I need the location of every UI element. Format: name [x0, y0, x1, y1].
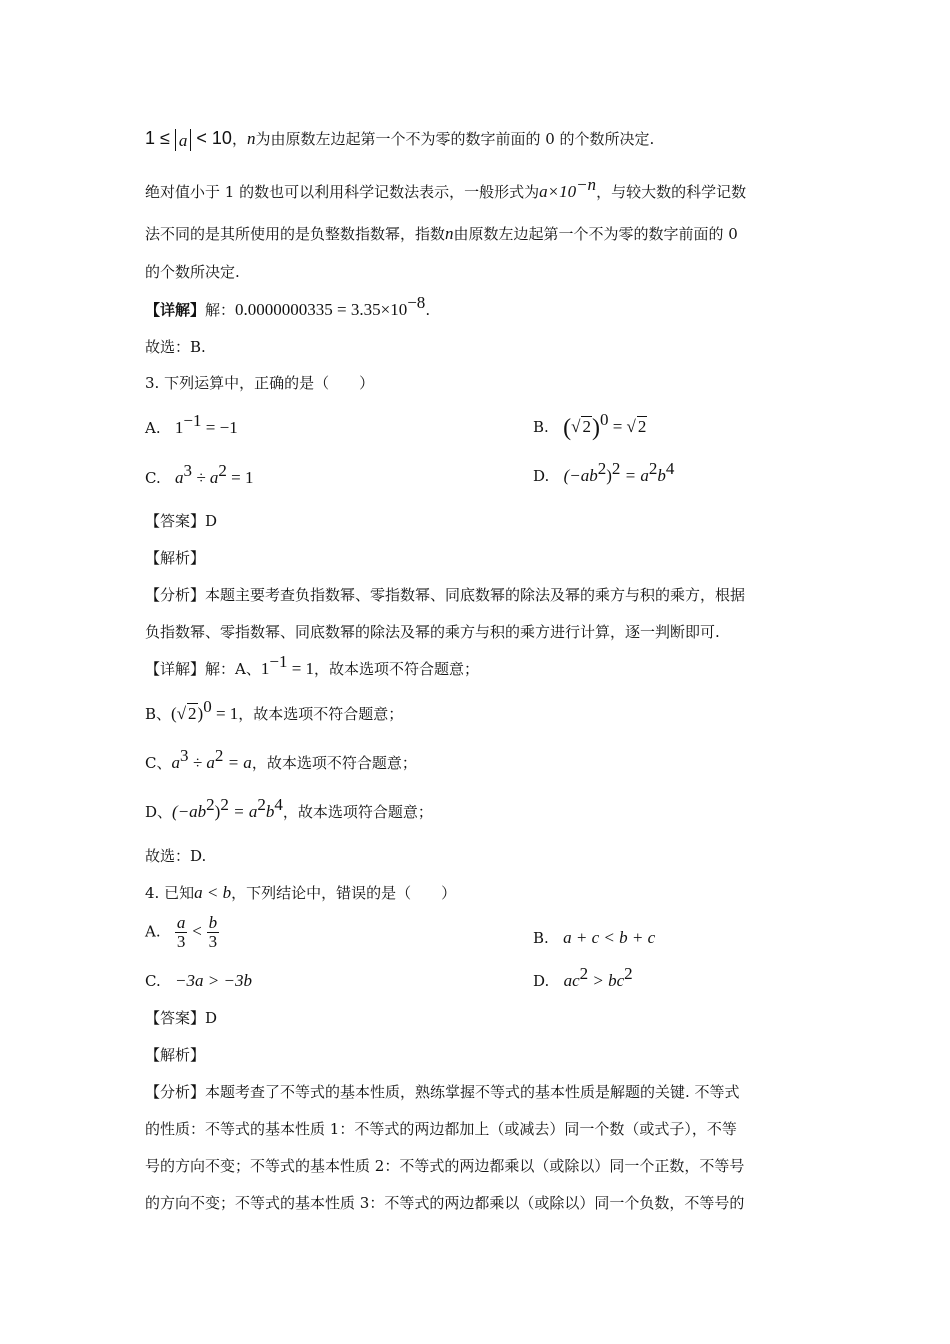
q4-option-d: D. $ac^2 > bc^2$ [533, 964, 633, 990]
q4-option-b: B. a + c < b + c [533, 928, 656, 947]
line-3: 法不同的是其所使用的是负整数指数幂，指数n由原数左边起第一个不为零的数字前面的 0 [145, 224, 738, 243]
question-3: 3. 下列运算中，正确的是（ ） [145, 374, 375, 392]
fraction-b-over-3: $\frac{b}{3}$ [208, 913, 218, 951]
analysis-4-line-1: 【分析】本题考查了不等式的基本性质，熟练掌握不等式的基本性质是解题的关键. 不等式 [145, 1083, 740, 1101]
analysis-4-line-2: 的性质：不等式的基本性质 1：不等式的两边都加上（或减去）同一个数（或式子），不等 [145, 1120, 737, 1138]
question-4: 4. 已知a < b，下列结论中，错误的是（ ） [145, 883, 457, 902]
line-2: 绝对值小于 1 的数也可以利用科学记数法表示，一般形式为$a\times 10^{-n}$，与较大数的科学记数 [145, 175, 747, 201]
analysis-3-line-2: 负指数幂、零指数幂、同底数幂的除法及幂的乘方与积的乘方进行计算，逐一判断即可. [145, 623, 720, 641]
detail-3-d: D、$(-ab^2)^2 = a^2b^4$，故本选项符合题意； [145, 795, 433, 821]
q4-option-a: A. $\frac{a}{3}$ < $\frac{b}{3}$ [145, 913, 218, 951]
analysis-heading-4: 【解析】 [145, 1046, 206, 1064]
inequality-start: 1 ≤ [145, 128, 175, 148]
answer-4: 【答案】D [145, 1009, 218, 1027]
absolute-value: a [175, 129, 192, 151]
line-4: 的个数所决定. [145, 263, 240, 281]
q3-option-b: B. (√ 2)$^0$ = √ 2 [533, 410, 647, 441]
line-1: 1 ≤ a < 10，n为由原数左边起第一个不为零的数字前面的 0 的个数所决定. [145, 128, 655, 150]
analysis-3-line-1: 【分析】本题主要考查负指数幂、零指数幂、同底数幂的除法及幂的乘方与积的乘方，根据 [145, 586, 746, 604]
fraction-a-over-3: $\frac{a}{3}$ [176, 913, 186, 951]
line-6: 故选：B. [145, 338, 206, 356]
inequality-end: < 10 [191, 128, 232, 148]
conclusion-3: 故选：D. [145, 847, 207, 865]
answer-3: 【答案】D [145, 512, 218, 530]
analysis-4-line-4: 的方向不变；不等式的基本性质 3：不等式的两边都乘以（或除以）同一个负数，不等号的 [145, 1194, 745, 1212]
q3-option-d: D. $(-ab^2)^2 = a^2b^4$ [533, 459, 675, 485]
analysis-heading-3: 【解析】 [145, 549, 206, 567]
analysis-4-line-3: 号的方向不变；不等式的基本性质 2：不等式的两边都乘以（或除以）同一个正数，不等号 [145, 1157, 745, 1175]
sci-notation: a×10 [539, 182, 577, 201]
detail-3-b: B、(√ 2)$^0$ = 1，故本选项不符合题意； [145, 697, 404, 723]
line-5: 【详解】解：$0.0000000335 = 3.35\times 10^{-8}$. [145, 293, 431, 319]
detail-3-a: 【详解】解：A、$1^{-1} = 1$，故本选项不符合题意； [145, 652, 480, 678]
q4-option-c: C. −3a > −3b [145, 971, 252, 990]
q3-option-c: C. $a^3 \div a^2 = 1$ [145, 461, 254, 487]
detail-3-c: C、$a^3 \div a^2 = a$，故本选项不符合题意； [145, 746, 417, 772]
q3-option-a: A. $1^{-1} = -1$ [145, 411, 238, 437]
